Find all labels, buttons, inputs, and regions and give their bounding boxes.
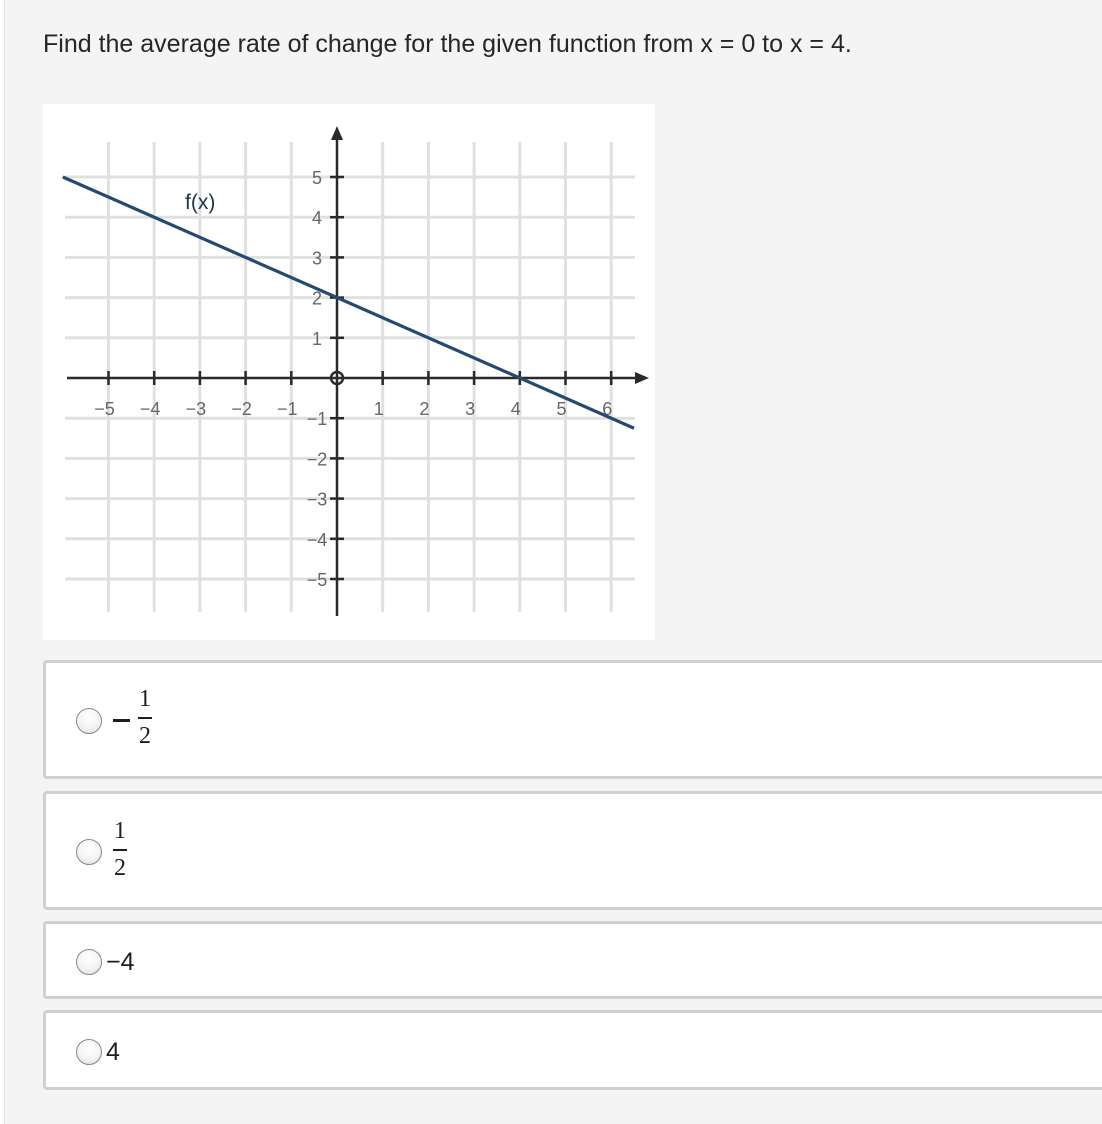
function-label: f(x) bbox=[185, 191, 216, 214]
x-tick-label: −4 bbox=[139, 399, 161, 419]
fraction-one-half bbox=[138, 687, 152, 748]
choice-4-text: 4 bbox=[106, 1038, 120, 1066]
x-axis-arrow bbox=[635, 372, 649, 384]
x-tick-label: 6 bbox=[602, 399, 613, 419]
y-tick-label: −5 bbox=[306, 570, 328, 590]
function-line bbox=[63, 177, 634, 428]
question-text: Find the average rate of change for the given function from x = 0 to x = 4. bbox=[43, 30, 852, 58]
fraction-bar bbox=[138, 717, 152, 719]
x-tick-label: 2 bbox=[419, 399, 430, 419]
y-tick-label: −1 bbox=[306, 409, 328, 430]
choice-negative-four[interactable] bbox=[43, 921, 1102, 999]
denominator: 2 bbox=[114, 855, 126, 881]
graph-svg bbox=[43, 104, 655, 640]
x-tick-label: −5 bbox=[94, 399, 115, 419]
numerator: 1 bbox=[114, 818, 126, 844]
choice-negative-one-half[interactable] bbox=[43, 660, 1102, 779]
x-tick-label: 4 bbox=[510, 399, 521, 419]
y-axis-arrow bbox=[331, 126, 343, 140]
negative-sign bbox=[113, 719, 130, 722]
y-tick-label: −3 bbox=[306, 489, 328, 510]
x-tick-label: 1 bbox=[373, 399, 384, 419]
y-tick-label: 4 bbox=[311, 208, 323, 229]
y-tick-label: 1 bbox=[311, 328, 323, 349]
radio-button-4[interactable] bbox=[76, 1039, 102, 1065]
choice-four[interactable] bbox=[43, 1010, 1102, 1090]
choice-one-half[interactable] bbox=[43, 791, 1102, 910]
radio-button-1[interactable] bbox=[76, 708, 102, 734]
fraction-one-half bbox=[113, 819, 127, 880]
x-tick-label: 3 bbox=[465, 399, 476, 419]
function-graph bbox=[43, 104, 655, 640]
radio-button-3[interactable] bbox=[76, 949, 102, 975]
y-tick-label: −4 bbox=[306, 529, 328, 550]
fraction-bar bbox=[113, 849, 127, 851]
numerator: 1 bbox=[139, 686, 151, 712]
radio-button-2[interactable] bbox=[76, 839, 102, 865]
x-tick-label: −2 bbox=[231, 399, 252, 419]
choice-3-text: −4 bbox=[106, 948, 135, 976]
y-tick-label: 3 bbox=[311, 248, 323, 269]
x-tick-label: 5 bbox=[556, 399, 567, 419]
y-tick-label: 5 bbox=[311, 168, 323, 188]
x-tick-label: −3 bbox=[185, 399, 207, 419]
y-tick-label: −2 bbox=[306, 449, 328, 470]
y-tick-label: 2 bbox=[311, 288, 323, 309]
x-tick-label: −1 bbox=[277, 399, 298, 419]
denominator: 2 bbox=[139, 723, 151, 749]
